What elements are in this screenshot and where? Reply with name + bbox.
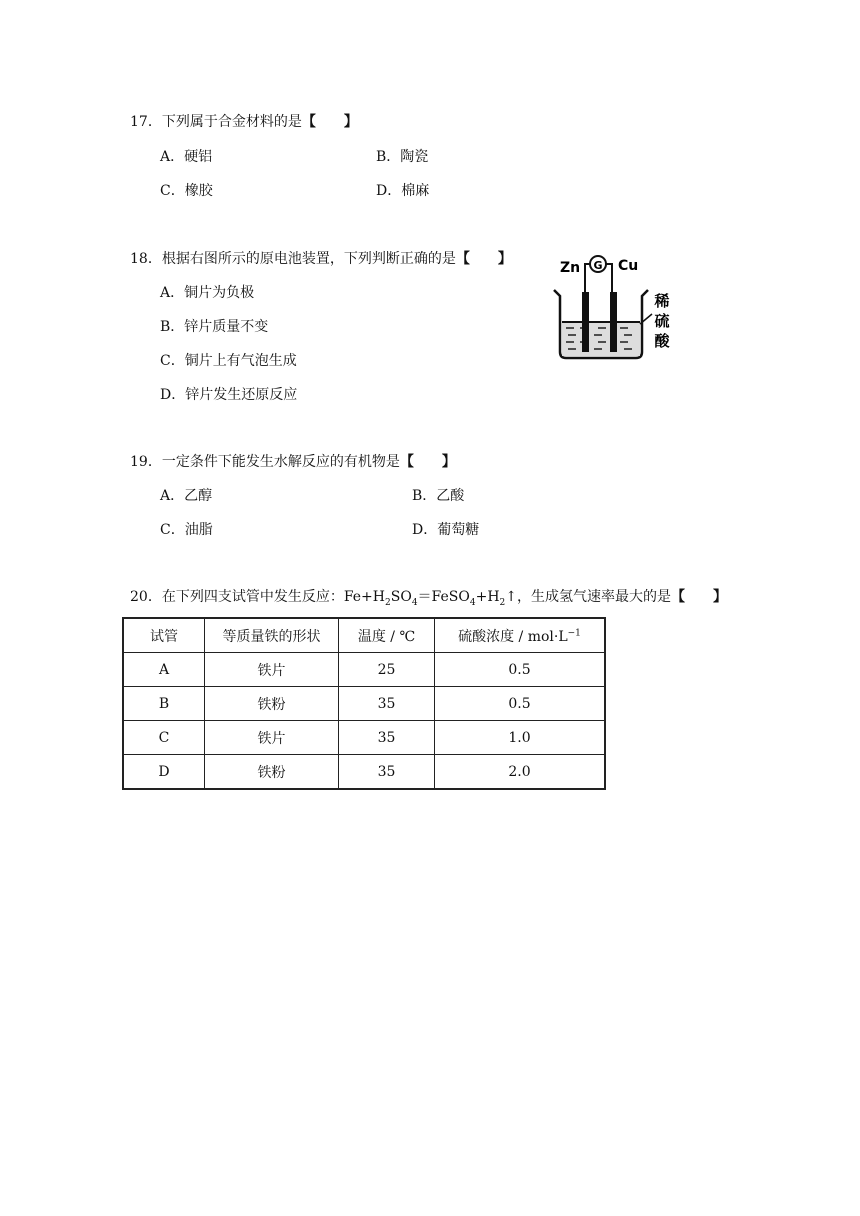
question-17-stem: 17．下列属于合金材料的是 [130,114,302,130]
table-cell: 铁粉 [205,755,339,790]
question-18 [130,248,512,268]
option-17-d[interactable]: D．棉麻 [376,183,430,199]
question-20-stem-prefix: 20．在下列四支试管中发生反应：Fe+H [130,589,385,605]
copper-electrode [610,292,617,352]
solution-label-2: 硫 [654,312,670,330]
table-cell: D [123,755,205,790]
table-cell: 2.0 [435,755,606,790]
option-18-c[interactable]: C．铜片上有气泡生成 [160,353,297,369]
table-cell: A [123,653,205,687]
solution-label-3: 酸 [654,332,670,350]
table-header: 温度 / ℃ [339,618,435,653]
option-17-b[interactable]: B．陶瓷 [376,149,429,165]
zinc-electrode [582,292,589,352]
cu-label: Cu [618,258,639,274]
table-row [123,687,605,721]
table-cell: 铁粉 [205,687,339,721]
answer-bracket[interactable]: 【 】 [671,589,728,605]
galvanometer-label: G [593,259,603,272]
answer-bracket[interactable]: 【 】 [455,251,512,267]
table-header: 硫酸浓度 / $mol\cdot L^{-1}$ [435,618,606,653]
option-18-b[interactable]: B．锌片质量不变 [160,319,269,335]
table-cell: C [123,721,205,755]
question-19-stem: 19．一定条件下能发生水解反应的有机物是 [130,454,400,470]
answer-bracket[interactable]: 【 】 [301,114,358,130]
table-cell: 1.0 [435,721,606,755]
table-cell: 35 [339,755,435,790]
question-18-stem: 18．根据右图所示的原电池装置，下列判断正确的是 [130,251,456,267]
zn-label: Zn [560,260,581,276]
answer-bracket[interactable]: 【 】 [399,454,456,470]
question-17 [130,111,358,131]
option-18-a[interactable]: A．铜片为负极 [160,285,255,301]
option-17-c[interactable]: C．橡胶 [160,183,213,199]
table-header: 试管 [123,618,205,653]
question-20-stem-suffix: ，生成氢气速率最大的是 [517,589,672,605]
option-18-d[interactable]: D．锌片发生还原反应 [160,387,298,403]
option-19-d[interactable]: D．葡萄糖 [412,522,480,538]
table-cell: 0.5 [435,653,606,687]
table-cell: 35 [339,687,435,721]
question-20: 20．在下列四支试管中发生反应：$Fe+H_2SO_4=FeSO_4+H_2↑$，生成氢气速率最大的是【 】 [130,589,728,608]
option-17-a[interactable]: A．硬铝 [160,149,213,165]
table-cell: 铁片 [205,721,339,755]
table-cell: 35 [339,721,435,755]
option-19-c[interactable]: C．油脂 [160,522,213,538]
table-header: 等质量铁的形状 [205,618,339,653]
experiment-table [122,617,606,790]
table-cell: 0.5 [435,687,606,721]
question-19 [130,451,456,471]
option-19-b[interactable]: B．乙酸 [412,488,465,504]
table-cell: 铁片 [205,653,339,687]
table-cell: B [123,687,205,721]
galvanic-cell-diagram [540,244,680,368]
option-19-a[interactable]: A．乙醇 [160,488,213,504]
table-cell: 25 [339,653,435,687]
table-row [123,755,605,790]
table-header-row [123,618,605,653]
table-row [123,721,605,755]
table-row [123,653,605,687]
solution-label-1: 稀 [654,292,670,310]
